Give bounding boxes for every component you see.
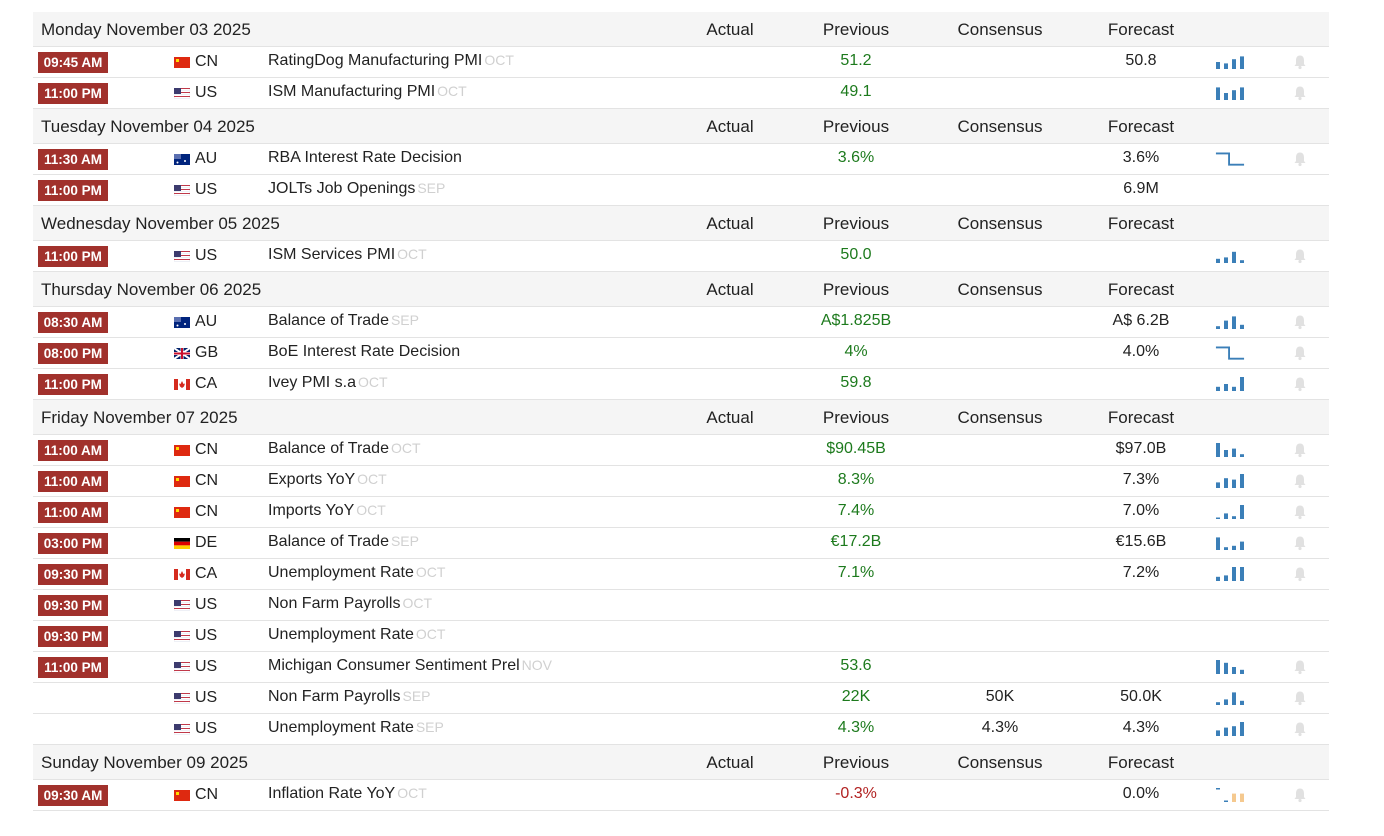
country-code: CN [195,503,219,520]
event-reference: SEP [417,180,446,196]
flag-icon-ca [174,569,190,580]
event-reference: OCT [484,52,514,68]
bell-icon[interactable] [1292,54,1308,70]
spark-bar [1216,326,1220,329]
column-forecast: Forecast [1107,408,1175,427]
event-name: Balance of Trade [268,533,389,550]
previous-value: 8.3% [837,471,875,488]
event-name-link[interactable] [268,564,445,582]
time-badge: 08:00 PM [38,343,108,364]
previous-value: $90.45B [826,440,886,457]
event-name-link[interactable] [268,52,514,70]
bell-icon[interactable] [1292,345,1308,361]
flag-icon-us [174,724,190,735]
previous-value: -0.3% [835,785,877,802]
event-name-link[interactable] [268,471,387,489]
spark-bar [1240,377,1244,391]
bell-icon[interactable] [1292,314,1308,330]
event-reference: OCT [402,595,433,611]
country-code: AU [195,150,218,167]
spark-bar [1216,387,1220,391]
event-row[interactable] [33,369,1329,400]
forecast-value: A$ 6.2B [1112,312,1170,329]
bell-icon[interactable] [1292,151,1308,167]
spark-bar [1224,663,1228,674]
column-actual: Actual [706,280,754,299]
flag-icon-au [174,154,190,165]
column-previous: Previous [822,214,890,233]
column-actual: Actual [706,753,754,772]
country-code: US [195,596,218,613]
event-name-link[interactable] [268,533,419,551]
spark-bar [1232,692,1236,705]
flag-icon-ca [174,379,190,390]
spark-bar [1240,87,1244,100]
event-name-link[interactable] [268,343,460,361]
country-code: US [195,658,218,675]
bell-icon[interactable] [1292,690,1308,706]
column-forecast: Forecast [1107,753,1175,772]
event-name: Non Farm Payrolls [268,688,401,705]
spark-bar [1216,537,1220,550]
event-name-link[interactable] [268,374,388,392]
event-name-link[interactable] [268,785,427,803]
previous-value: 51.2 [840,52,872,69]
spark-bar [1224,478,1228,488]
event-row[interactable] [33,466,1329,497]
step-line [1216,153,1244,164]
event-name: Unemployment Rate [268,564,414,581]
column-previous: Previous [822,280,890,299]
event-reference: SEP [390,533,419,549]
event-name: Balance of Trade [268,440,389,457]
event-name-link[interactable] [268,246,427,264]
previous-value: 53.6 [840,657,872,674]
spark-bar [1232,449,1236,457]
mini-chart-icon [1215,659,1245,675]
spark-bar [1224,93,1228,100]
event-name-link[interactable] [268,626,445,644]
spark-bar [1216,259,1220,263]
column-forecast: Forecast [1107,280,1175,299]
forecast-value: €15.6B [1115,533,1167,550]
event-row[interactable] [33,780,1329,811]
event-reference: OCT [397,785,427,801]
column-consensus: Consensus [957,408,1043,427]
spark-bar [1232,794,1236,802]
column-consensus: Consensus [957,117,1043,136]
flag-icon-us [174,693,190,704]
spark-bar [1240,454,1244,457]
event-row[interactable] [33,714,1329,745]
event-row[interactable] [33,78,1329,109]
event-reference: OCT [437,83,467,99]
time-badge: 11:00 PM [38,246,108,267]
country-code: US [195,247,218,264]
previous-value: 3.6% [837,149,875,166]
mini-chart-icon [1215,504,1245,520]
flag-icon-de [174,538,190,549]
mini-chart-icon [1215,566,1245,582]
spark-bar [1216,730,1220,736]
event-reference: SEP [390,312,419,328]
country-code: US [195,689,218,706]
spark-bar [1240,325,1244,329]
event-name: Non Farm Payrolls [268,595,401,612]
spark-bar [1232,59,1236,69]
country-code: CA [195,375,218,392]
country-code: CA [195,565,218,582]
forecast-value: $97.0B [1115,440,1167,457]
spark-bar [1240,701,1244,705]
time-badge: 11:00 PM [38,374,108,395]
day-date: Wednesday November 05 2025 [41,214,280,233]
event-name-link[interactable] [268,83,467,101]
mini-chart-icon [1215,376,1245,392]
spark-bar [1232,667,1236,674]
mini-chart-icon [1215,690,1245,706]
event-name-link[interactable] [268,595,432,613]
time-badge: 09:30 PM [38,626,108,647]
event-row[interactable] [33,175,1329,206]
spark-bar [1216,788,1220,790]
event-name-link[interactable] [268,149,462,167]
event-name: ISM Manufacturing PMI [268,83,436,100]
day-date: Thursday November 06 2025 [41,280,262,299]
country-code: US [195,181,218,198]
event-name-link[interactable] [268,180,445,198]
bell-icon[interactable] [1292,659,1308,675]
column-previous: Previous [822,753,890,772]
spark-bar [1232,546,1236,550]
spark-bar [1232,567,1236,581]
event-reference: OCT [397,246,427,262]
flag-icon-us [174,600,190,611]
country-code: US [195,720,218,737]
event-name: BoE Interest Rate Decision [268,343,461,360]
event-name: RatingDog Manufacturing PMI [268,52,483,69]
time-badge: 09:30 PM [38,595,108,616]
event-name: RBA Interest Rate Decision [268,149,462,166]
mini-chart-icon [1215,442,1245,458]
spark-bar [1240,260,1244,263]
event-row[interactable] [33,528,1329,559]
mini-chart-icon [1215,721,1245,737]
spark-bar [1216,443,1220,457]
time-badge: 11:00 PM [38,180,108,201]
column-previous: Previous [822,20,890,39]
country-code: CN [195,786,219,803]
spark-bar [1224,321,1228,329]
country-code: CN [195,472,219,489]
event-reference: OCT [357,471,387,487]
day-date: Monday November 03 2025 [41,20,251,39]
event-name-link[interactable] [268,502,386,520]
mini-chart-icon [1215,54,1245,70]
country-code: CN [195,441,219,458]
event-name-link[interactable] [268,440,421,458]
mini-chart-icon [1215,85,1245,101]
time-badge: 09:30 PM [38,564,108,585]
mini-chart-icon [1215,535,1245,551]
flag-icon-cn [174,476,190,487]
column-actual: Actual [706,214,754,233]
forecast-value: 7.3% [1122,471,1160,488]
spark-bar [1232,480,1236,488]
event-row[interactable] [33,497,1329,528]
event-name: Unemployment Rate [268,719,414,736]
spark-bar [1232,726,1236,736]
previous-value: 7.1% [837,564,875,581]
bell-icon[interactable] [1292,535,1308,551]
mini-chart-icon [1215,473,1245,489]
spark-bar [1232,387,1236,391]
spark-bar [1240,722,1244,736]
time-badge: 11:00 PM [38,657,108,678]
event-row[interactable] [33,307,1329,338]
spark-bar [1216,87,1220,100]
day-header [33,109,1329,144]
day-header [33,400,1329,435]
forecast-value: 3.6% [1122,149,1160,166]
spark-bar [1240,567,1244,581]
forecast-value: 7.2% [1122,564,1160,581]
spark-bar [1224,547,1228,550]
day-date: Friday November 07 2025 [41,408,238,427]
event-name: ISM Services PMI [268,246,396,263]
step-line [1216,347,1244,358]
spark-bar [1224,450,1228,457]
flag-icon-cn [174,445,190,456]
spark-bar [1216,660,1220,674]
column-consensus: Consensus [957,280,1043,299]
spark-bar [1224,801,1228,803]
spark-bar [1232,316,1236,329]
spark-bar [1240,505,1244,519]
previous-value: 4.3% [837,719,875,736]
spark-bar [1224,728,1228,736]
event-row[interactable] [33,338,1329,369]
event-reference: OCT [390,440,421,456]
flag-icon-us [174,631,190,642]
time-badge: 03:00 PM [38,533,108,554]
event-reference: SEP [402,688,431,704]
event-reference: OCT [415,564,446,580]
spark-bar [1216,518,1220,520]
bell-icon[interactable] [1292,376,1308,392]
time-badge: 08:30 AM [38,312,108,333]
mini-chart-icon [1215,314,1245,330]
forecast-value: 4.3% [1122,719,1160,736]
spark-bar [1232,516,1236,519]
event-row[interactable] [33,144,1329,175]
spark-bar [1216,577,1220,581]
day-header [33,12,1329,47]
spark-bar [1240,474,1244,488]
event-name: Ivey PMI s.a [268,374,357,391]
mini-chart-icon [1215,248,1245,264]
spark-bar [1216,482,1220,488]
event-row[interactable] [33,559,1329,590]
forecast-value: 0.0% [1122,785,1160,802]
event-row[interactable] [33,652,1329,683]
bell-icon[interactable] [1292,473,1308,489]
event-name-link[interactable] [268,688,431,706]
event-name: Balance of Trade [268,312,389,329]
forecast-value: 7.0% [1122,502,1160,519]
bell-icon[interactable] [1292,787,1308,803]
flag-icon-cn [174,57,190,68]
consensus-value: 4.3% [981,719,1019,736]
spark-bar [1240,794,1244,802]
event-name: Unemployment Rate [268,626,414,643]
column-consensus: Consensus [957,753,1043,772]
spark-bar [1240,670,1244,674]
event-reference: OCT [358,374,388,390]
event-row[interactable] [33,435,1329,466]
mini-chart-icon [1215,345,1245,361]
event-row[interactable] [33,47,1329,78]
flag-icon-us [174,251,190,262]
column-actual: Actual [706,20,754,39]
previous-value: 4% [844,343,868,360]
spark-bar [1216,702,1220,705]
spark-bar [1224,63,1228,69]
time-badge: 11:00 AM [38,471,108,492]
mini-chart-icon [1215,787,1245,803]
consensus-value: 50K [985,688,1015,705]
flag-icon-cn [174,790,190,801]
column-previous: Previous [822,117,890,136]
time-badge: 11:30 AM [38,149,108,170]
previous-value: 59.8 [840,374,872,391]
event-name: Imports YoY [268,502,355,519]
spark-bar [1224,513,1228,519]
event-name: Exports YoY [268,471,356,488]
time-badge: 09:45 AM [38,52,108,73]
event-reference: SEP [415,719,444,735]
day-header [33,745,1329,780]
day-header [33,206,1329,241]
bell-icon[interactable] [1292,566,1308,582]
previous-value: 50.0 [840,246,872,263]
event-row[interactable] [33,621,1329,652]
event-name-link[interactable] [268,719,444,737]
column-forecast: Forecast [1107,117,1175,136]
spark-bar [1224,384,1228,391]
previous-value: A$1.825B [820,312,892,329]
event-reference: OCT [415,626,446,642]
country-code: US [195,627,218,644]
flag-icon-cn [174,507,190,518]
spark-bar [1240,56,1244,69]
bell-icon[interactable] [1292,504,1308,520]
bell-icon[interactable] [1292,248,1308,264]
spark-bar [1216,62,1220,69]
flag-icon-us [174,88,190,99]
time-badge: 11:00 AM [38,502,108,523]
previous-value: 22K [841,688,871,705]
column-consensus: Consensus [957,20,1043,39]
economic-calendar [33,12,1329,811]
flag-icon-us [174,662,190,673]
event-reference: NOV [521,657,553,673]
event-row[interactable] [33,241,1329,272]
flag-icon-us [174,185,190,196]
bell-icon[interactable] [1292,85,1308,101]
country-code: AU [195,313,218,330]
time-badge: 11:00 AM [38,440,108,461]
event-reference: OCT [356,502,386,518]
country-code: CN [195,53,219,70]
flag-icon-gb [174,348,190,359]
mini-chart-icon [1215,151,1245,167]
event-name: Inflation Rate YoY [268,785,396,802]
spark-bar [1224,575,1228,581]
previous-value: 49.1 [840,83,872,100]
spark-bar [1232,252,1236,263]
flag-icon-au [174,317,190,328]
event-name: Michigan Consumer Sentiment Prel [268,657,520,674]
country-code: DE [195,534,218,551]
spark-bar [1240,542,1244,550]
day-header [33,272,1329,307]
event-name: JOLTs Job Openings [268,180,416,197]
column-actual: Actual [706,408,754,427]
forecast-value: 50.8 [1125,52,1157,69]
previous-value: 7.4% [837,502,875,519]
bell-icon[interactable] [1292,721,1308,737]
column-previous: Previous [822,408,890,427]
event-row[interactable] [33,590,1329,621]
column-actual: Actual [706,117,754,136]
column-forecast: Forecast [1107,20,1175,39]
time-badge: 09:30 AM [38,785,108,806]
spark-bar [1232,90,1236,100]
forecast-value: 4.0% [1122,343,1160,360]
bell-icon[interactable] [1292,442,1308,458]
event-row[interactable] [33,683,1329,714]
event-name-link[interactable] [268,312,419,330]
spark-bar [1224,257,1228,263]
day-date: Tuesday November 04 2025 [41,117,255,136]
day-date: Sunday November 09 2025 [41,753,248,772]
column-forecast: Forecast [1107,214,1175,233]
time-badge: 11:00 PM [38,83,108,104]
event-name-link[interactable] [268,657,552,675]
country-code: GB [195,344,219,361]
country-code: US [195,84,218,101]
previous-value: €17.2B [830,533,882,550]
forecast-value: 50.0K [1120,688,1162,705]
column-consensus: Consensus [957,214,1043,233]
forecast-value: 6.9M [1123,180,1159,197]
spark-bar [1224,699,1228,705]
